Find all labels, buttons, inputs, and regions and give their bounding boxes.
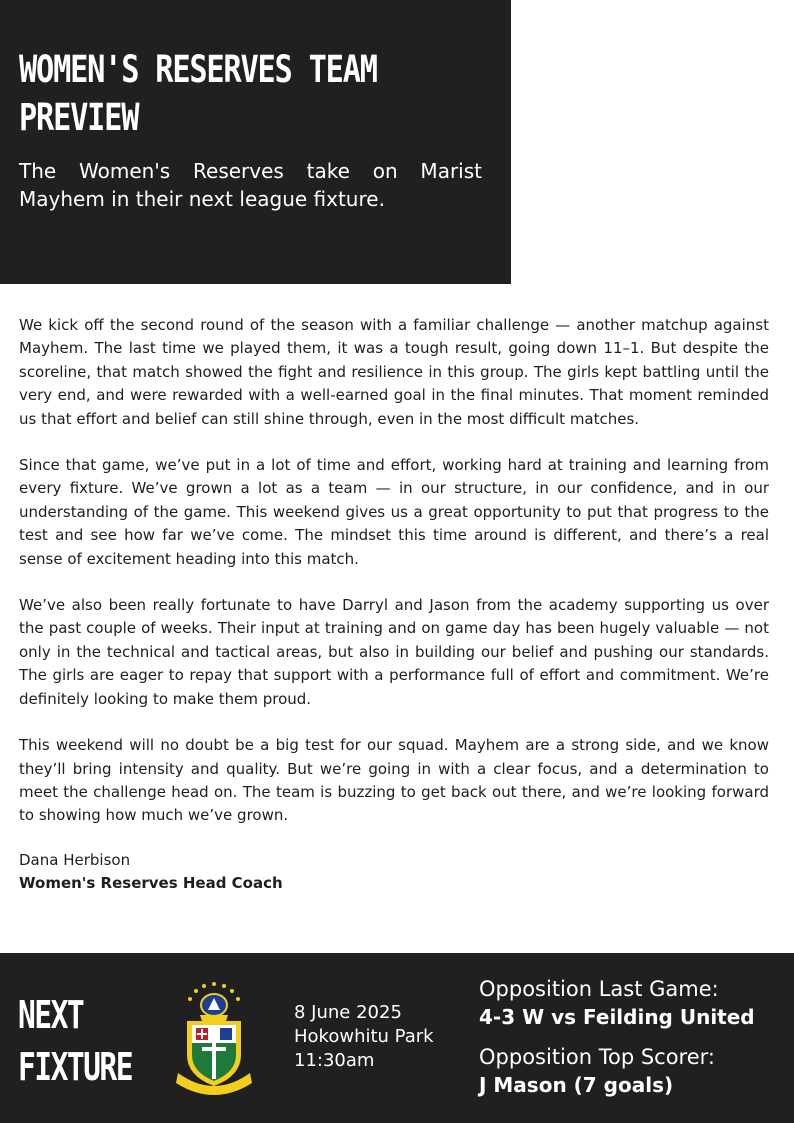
opposition-top-scorer-value: J Mason (7 goals)	[479, 1073, 674, 1097]
page-title: WOMEN'S RESERVES TEAM PREVIEW	[19, 48, 377, 139]
opposition-last-game-value: 4-3 W vs Feilding United	[479, 1005, 755, 1029]
opposition-last-game-label: Opposition Last Game:	[479, 977, 719, 1001]
signature-name: Dana Herbison	[19, 850, 131, 869]
opposition-info	[479, 975, 779, 1111]
article-paragraph: This weekend will no doubt be a big test for our squad. Mayhem are a strong side, and we know they’ll bring intensity and quality. But we’re going in with a clear focus, and a determination to meet the challenge head on. The team is buzzing to get back out there, and we’re looking forward to showing how much we’ve grown.	[19, 736, 769, 825]
next-fixture-panel	[0, 953, 794, 1123]
article-paragraph: We’ve also been really fortunate to have Darryl and Jason from the academy supporting us over the past couple of weeks. Their input at training and on game day has been hugely valuable — not only in the technical and tactical areas, but also in building our belief and pushing our standards. The girls are eager to repay that support with a performance full of effort and commitment. We’re definitely looking to make them proud.	[19, 596, 769, 708]
article-body	[19, 314, 769, 895]
school-crest-icon	[172, 977, 256, 1097]
fixture-venue: Hokowhitu Park	[294, 1026, 434, 1047]
next-fixture-heading-line: FIXTURE	[18, 1045, 133, 1089]
next-fixture-heading	[18, 989, 132, 1093]
next-fixture-heading-line: NEXT	[18, 993, 84, 1037]
fixture-time: 11:30am	[294, 1050, 375, 1071]
signature-role: Women's Reserves Head Coach	[19, 873, 283, 892]
page-subtitle: The Women's Reserves take on Marist Mayhem in their next league fixture.	[19, 159, 482, 211]
opposition-top-scorer-label: Opposition Top Scorer:	[479, 1045, 715, 1069]
article-paragraph: Since that game, we’ve put in a lot of time and effort, working hard at training and learning from every fixture. We’ve grown a lot as a team — in our structure, in our confidence, and in our understanding of the game. This weekend gives us a great opportunity to put that progress to the test and see how far we’ve come. The mindset this time around is different, and there’s a real sense of excitement heading into this match.	[19, 456, 769, 568]
fixture-details	[294, 1001, 434, 1073]
header-panel	[0, 0, 511, 284]
fixture-date: 8 June 2025	[294, 1002, 402, 1023]
article-paragraph: We kick off the second round of the season with a familiar challenge — another matchup against Mayhem. The last time we played them, it was a tough result, going down 11–1. But despite the scoreline, that match showed the fight and resilience in this group. The girls kept battling until the very end, and were rewarded with a well-earned goal in the final minutes. That moment reminded us that effort and belief can still shine through, even in the most difficult matches.	[19, 316, 769, 428]
